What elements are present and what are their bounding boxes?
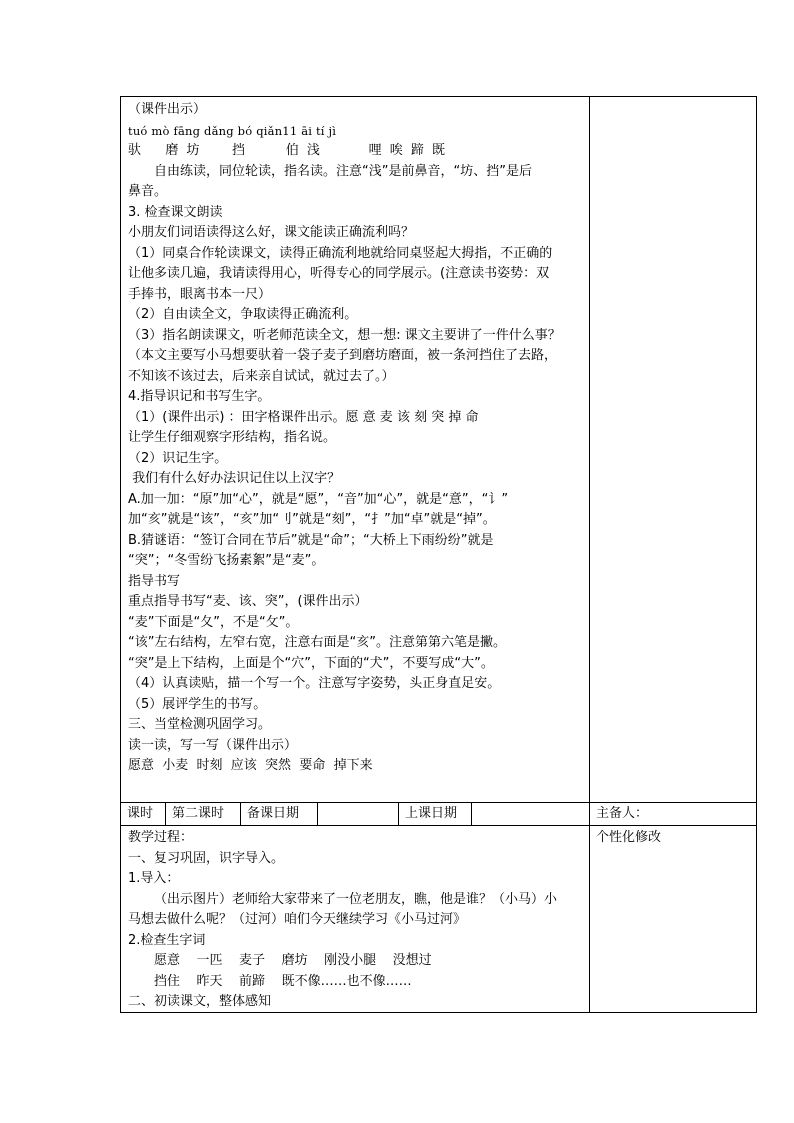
class-date-label: 上课日期 — [405, 806, 458, 821]
heading-line: 教学过程： — [128, 830, 194, 845]
period-value: 第二课时 — [172, 806, 225, 821]
text-line: （5）展评学生的书写。 — [128, 696, 267, 712]
text-line: （4）认真读贴，描一个写一个。注意写字姿势，头正身直足安。 — [128, 676, 501, 691]
heading-line: 4.指导识记和书写生字。 — [128, 389, 271, 404]
text-line: （2）自由读全文，争取读得正确流利。 — [128, 307, 358, 322]
text-line: “突”是上下结构，上面是个“穴”，下面的“犬”，不要写成“大”。 — [128, 655, 494, 671]
text-line: “突”；“冬雪纷飞扬素絮”是“麦”。 — [128, 553, 325, 568]
text-line: 我们有什么好办法识记住以上汉字？ — [128, 471, 341, 486]
text-line: （2）识记生字。 — [128, 450, 228, 466]
heading-line: 三、当堂检测巩固学习。 — [128, 717, 272, 732]
text-line: 不知该不该过去，后来亲自试试，就过去了。） — [128, 368, 395, 384]
lesson-content-lower — [128, 828, 586, 1013]
text-line: 加“亥”就是“该”，“亥”加“刂”就是“刻”，“扌”加“卓”就是“掉”。 — [128, 512, 496, 527]
text-line: 手捧书，眼离书本一尺） — [128, 286, 272, 302]
text-line: A.加一加：“原”加“心”，就是“愿”，“音”加“心”，就是“意”，“讠” — [128, 491, 509, 507]
text-line: （本文主要写小马想要驮着一袋子麦子到磨坊磨面，被一条河挡住了去路， — [128, 348, 558, 363]
text-line: 马想去做什么呢？（过河）咱们今天继续学习《小马过河》 — [128, 912, 467, 927]
text-line: B.猜谜语：“签订合同在节后”就是“命”；“大桥上下雨纷纷”就是 — [128, 532, 494, 548]
text-line: 鼻音。 — [128, 184, 168, 199]
text-line: （3）指名朗读课文，听老师范读全文，想一想: 课文主要讲了一件什么事？ — [128, 327, 561, 343]
period-label: 课时 — [127, 806, 154, 821]
prep-date-label: 备课日期 — [247, 806, 300, 821]
personalized-edit-label: 个性化修改 — [596, 830, 662, 845]
lesson-table-upper — [120, 96, 757, 803]
vocabulary-line: 挡住 昨天 前蹄 既不像……也不像…… — [154, 973, 412, 989]
text-line: 小朋友们词语读得这么好，课文能读正确流利吗？ — [128, 225, 415, 240]
lesson-content-upper — [128, 100, 586, 777]
text-line: 让学生仔细观察字形结构，指名说。 — [128, 430, 337, 445]
vocabulary-line: 愿意 一匹 麦子 磨坊 刚没小腿 没想过 — [154, 953, 432, 968]
character-line: 驮 磨 坊 挡 伯 浅 哩 唉 蹄 既 — [128, 143, 446, 158]
text-line: （出示图片）老师给大家带来了一位老朋友，瞧，他是谁？（小马）小 — [154, 891, 558, 907]
preparer-label: 主备人： — [596, 806, 649, 821]
heading-line: 指导书写 — [128, 573, 181, 589]
text-line: “该”左右结构，左窄右宽，注意右面是“亥”。注意第第六笔是撇。 — [128, 635, 506, 650]
lesson-table-lower — [120, 803, 757, 1013]
heading-line: 2.检查生字词 — [128, 932, 206, 948]
text-line: （1）(课件出示) ：田字格课件出示。愿 意 麦 该 刻 突 掉 命 — [128, 409, 479, 425]
class-date-value — [472, 803, 589, 825]
heading-line: 一、复习巩固，识字导入。 — [128, 850, 285, 866]
column-divider — [589, 97, 590, 802]
text-line: 重点指导书写“麦、该、突”，(课件出示） — [128, 594, 368, 609]
text-line: （1）同桌合作轮读课文，读得正确流利地就给同桌竖起大拇指，不正确的 — [128, 245, 553, 261]
pinyin-line: tuó mò fāng dǎng bó qiǎn11 āi tí jì — [128, 123, 337, 138]
heading-line: 二、初读课文，整体感知 — [128, 994, 272, 1009]
column-divider — [589, 825, 590, 1012]
text-line: （课件出示） — [128, 102, 207, 117]
text-line: 让他多读几遍，我请读得用心，听得专心的同学展示。(注意读书姿势：双 — [128, 266, 550, 281]
heading-line: 3. 检查课文朗读 — [128, 204, 223, 220]
text-line: “麦”下面是“夂”，不是“攵”。 — [128, 614, 299, 630]
heading-line: 1.导入： — [128, 871, 180, 886]
text-line: 读一读，写一写（课件出示） — [128, 737, 298, 753]
text-line: 自由练读，同位轮读，指名读。注意“浅”是前鼻音，“坊、挡”是后 — [154, 163, 532, 179]
info-row — [121, 803, 756, 826]
vocabulary-line: 愿意 小麦 时刻 应该 突然 要命 掉下来 — [128, 758, 373, 773]
prep-date-value — [318, 803, 398, 825]
